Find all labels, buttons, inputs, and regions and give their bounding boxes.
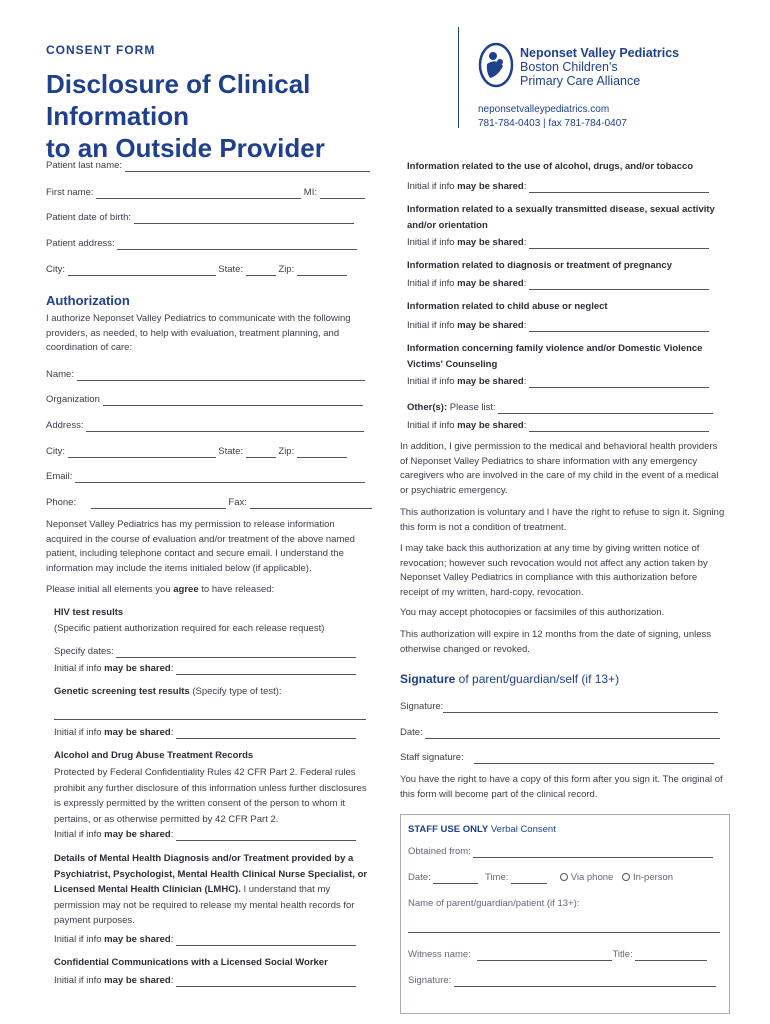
hiv-title: HIV test results — [54, 607, 124, 618]
abuse-info-initial-field[interactable]: Initial if info may be shared: — [407, 320, 709, 332]
mental-health-initial-field[interactable]: Initial if info may be shared: — [54, 934, 356, 946]
social-worker-title: Confidential Communications with a Licensed Social Worker — [54, 957, 328, 968]
provider-city-state-zip[interactable]: City: State: Zip: — [46, 446, 347, 458]
signature-field[interactable]: Signature: — [400, 701, 718, 713]
others-initial-field[interactable]: Initial if info may be shared: — [407, 420, 709, 432]
radio-circle-icon — [622, 873, 630, 881]
signature-heading: Signature of parent/guardian/self (if 13+) — [400, 672, 620, 686]
header-divider — [458, 27, 459, 128]
provider-name-field[interactable]: Name: — [46, 369, 365, 381]
genetic-title: Genetic screening test results (Specify type of test): — [54, 686, 282, 697]
violence-info-initial-field[interactable]: Initial if info may be shared: — [407, 376, 709, 388]
hiv-sub: (Specific patient authorization required for each release request) — [54, 623, 325, 634]
patient-city-state-zip[interactable]: City: State: Zip: — [46, 264, 347, 276]
genetic-type-field[interactable] — [54, 708, 366, 720]
via-phone-radio[interactable]: Via phone — [560, 872, 614, 883]
staff-name-label: Name of parent/guardian/patient (if 13+): — [408, 898, 580, 909]
emergency-terms: In addition, I give permission to the medical and behavioral health providers of Neponset Valley Pediatrics to share information with any emergency caregivers who are involved in the care of my child in the event of a medical or psychiatric emergency. — [400, 441, 719, 496]
alcohol-info-initial-field[interactable]: Initial if info may be shared: — [407, 181, 709, 193]
staff-heading: STAFF USE ONLY Verbal Consent — [408, 824, 556, 835]
date-field[interactable]: Date: — [400, 727, 720, 739]
authorization-heading: Authorization — [46, 293, 130, 308]
provider-email-field[interactable]: Email: — [46, 471, 365, 483]
org-contact — [478, 103, 627, 131]
org-name: Neponset Valley Pediatrics Boston Children's Primary Care Alliance — [520, 46, 680, 88]
genetic-initial-field[interactable]: Initial if info may be shared: — [54, 727, 356, 739]
hiv-initial-field[interactable]: Initial if info may be shared: — [54, 663, 356, 675]
page-title: Disclosure of Clinical Information to an Outside Provider — [46, 69, 325, 163]
staff-box-signature-field[interactable]: Signature: — [408, 975, 716, 987]
patient-dob-field[interactable]: Patient date of birth: — [46, 212, 354, 224]
staff-date-time-row: Date: Time: Via phone In-person — [408, 872, 674, 883]
provider-address-field[interactable]: Address: — [46, 420, 364, 432]
radio-circle-icon — [560, 873, 568, 881]
provider-phone-fax[interactable]: Phone: Fax: — [46, 497, 372, 509]
phone-fax: 781-784-0403 | fax 781-784-0407 — [478, 118, 627, 129]
others-field[interactable]: Other(s): Please list: — [407, 402, 713, 414]
std-info-initial-field[interactable]: Initial if info may be shared: — [407, 237, 709, 249]
obtained-from-field[interactable]: Obtained from: — [408, 846, 713, 858]
in-person-radio[interactable]: In-person — [622, 872, 673, 883]
voluntary-terms: This authorization is voluntary and I have the right to refuse to sign it. Signing this form is not a condition of treatment. — [400, 507, 725, 533]
photocopy-terms: You may accept photocopies or facsimiles of this authorization. — [400, 607, 665, 618]
consent-form-label: CONSENT FORM — [46, 43, 156, 57]
pregnancy-info-title: Information related to diagnosis or treatment of pregnancy — [407, 260, 672, 271]
nvp-logo-icon — [478, 42, 514, 88]
mental-health-block: Details of Mental Health Diagnosis and/or Treatment provided by a Psychiatrist, Psychologist, Mental Health Clinical Nurse Specialist, or Licensed Mental Health Clinician (LMHC). I understand that my permission may not be required to release my mental health records for payment purposes. — [54, 853, 368, 926]
authorization-intro: I authorize Neponset Valley Pediatrics to communicate with the following providers, as needed, to help with evaluation, treatment planning, and coordination of care: — [46, 313, 351, 353]
abuse-info-title: Information related to child abuse or neglect — [407, 301, 608, 312]
initial-prompt: Please initial all elements you agree to have released: — [46, 584, 275, 595]
provider-organization-field[interactable]: Organization — [46, 394, 363, 406]
violence-info-title: Information concerning family violence and/or Domestic Violence Victims' Counseling — [407, 343, 703, 370]
release-permission-text: Neponset Valley Pediatrics has my permission to release information acquired in the course of evaluation and/or treatment of the above named patient, including telephone contact and secure email. I understand the information may include the items initialed below (if applicable). — [46, 519, 355, 574]
copy-note: You have the right to have a copy of this form after you sign it. The original of this form will become part of the clinical record. — [400, 774, 723, 800]
website-link[interactable]: neponsetvalleypediatrics.com — [478, 104, 610, 115]
pregnancy-info-initial-field[interactable]: Initial if info may be shared: — [407, 278, 709, 290]
alcohol-records-title: Alcohol and Drug Abuse Treatment Records — [54, 750, 254, 761]
patient-first-name-field[interactable]: First name: MI: — [46, 187, 365, 199]
expiration-terms: This authorization will expire in 12 months from the date of signing, unless otherwise changed or revoked. — [400, 629, 712, 655]
staff-name-field[interactable] — [408, 921, 720, 933]
staff-signature-field[interactable]: Staff signature: — [400, 752, 714, 764]
alcohol-records-initial-field[interactable]: Initial if info may be shared: — [54, 829, 356, 841]
witness-title-row[interactable]: Witness name: Title: — [408, 949, 707, 961]
staff-use-box — [400, 814, 730, 1014]
patient-last-name-field[interactable]: Patient last name: — [46, 160, 370, 172]
alcohol-records-body: Protected by Federal Confidentiality Rules 42 CFR Part 2. Federal rules prohibit any further disclosure of this information unless further disclosures is expressly permitted by the written consent of the person to whom it pertains, or as otherwise permitted by 42 CFR Part 2. — [54, 767, 367, 825]
specify-dates-field[interactable]: Specify dates: — [54, 646, 356, 658]
revocation-terms: I may take back this authorization at any time by giving written notice of revocation; however such revocation would not affect any action taken by Neponset Valley Pediatrics in compliance with this authorization before receipt of my written, hard-copy, revocation. — [400, 543, 708, 598]
alcohol-info-title: Information related to the use of alcohol, drugs, and/or tobacco — [407, 161, 694, 172]
patient-address-field[interactable]: Patient address: — [46, 238, 357, 250]
std-info-title: Information related to a sexually transmitted disease, sexual activity and/or orientation — [407, 204, 715, 231]
social-worker-initial-field[interactable]: Initial if info may be shared: — [54, 975, 356, 987]
